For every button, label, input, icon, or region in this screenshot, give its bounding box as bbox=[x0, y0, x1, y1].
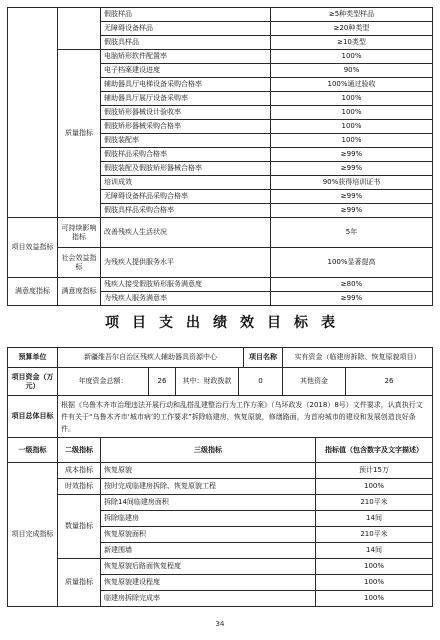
indicator-name: 为残疾人服务满意率 bbox=[101, 292, 271, 306]
indicator-name: 无障碍设备样品采购合格率 bbox=[101, 190, 271, 204]
level2-cell-time: 时效指标 bbox=[58, 479, 101, 495]
level2-cell-cost: 成本指标 bbox=[58, 463, 101, 479]
indicator-value: 100% bbox=[316, 575, 433, 591]
indicator-table bbox=[7, 437, 433, 607]
indicator-value: 14间 bbox=[316, 543, 433, 559]
page-number: 34 bbox=[215, 620, 225, 628]
indicator-value: 210平米 bbox=[316, 527, 433, 543]
indicator-name: 改善残疾人生活状况 bbox=[101, 218, 271, 248]
indicator-name: 新建围墙 bbox=[101, 543, 316, 559]
indicator-name: 假肢样品采购合格率 bbox=[101, 148, 271, 162]
indicator-value: ≥99% bbox=[271, 292, 433, 306]
level2-cell-quality: 质量指标 bbox=[58, 559, 101, 607]
fiscal-funds-label: 其中：财政拨款 bbox=[176, 368, 239, 396]
indicator-value: 90%获得培训证书 bbox=[271, 176, 433, 190]
budget-row-table bbox=[7, 347, 433, 368]
indicator-value: 14间 bbox=[316, 511, 433, 527]
indicator-name: 辅助器具厅展厅设备采购率 bbox=[101, 92, 271, 106]
indicator-name: 培训成效 bbox=[101, 176, 271, 190]
indicator-name: 按时完成临建房拆除、恢复原貌工程 bbox=[101, 479, 316, 495]
indicator-name: 残疾人接受假肢矫形服务满意度 bbox=[101, 278, 271, 292]
indicator-value: 100% bbox=[316, 591, 433, 607]
indicator-value: 100% bbox=[271, 134, 433, 148]
level1-cell-benefit: 项目效益指标 bbox=[8, 218, 58, 278]
level2-cell-sustainable: 可持续影响指标 bbox=[58, 218, 101, 248]
level1-cell-output bbox=[8, 8, 58, 218]
indicator-value: 100% bbox=[271, 50, 433, 64]
indicator-value: 100% bbox=[271, 92, 433, 106]
indicator-name: 假肢具样品 bbox=[101, 36, 271, 50]
other-funds-value: 26 bbox=[346, 368, 433, 396]
header-level1: 一级指标 bbox=[8, 438, 58, 463]
indicator-value: 100% bbox=[316, 559, 433, 575]
indicator-value: 预计15万 bbox=[316, 463, 433, 479]
level2-cell-quantity bbox=[58, 8, 101, 50]
funds-row-table bbox=[7, 367, 433, 396]
project-funds-label: 项目资金（万元） bbox=[8, 368, 58, 396]
indicator-value: ≥10类型 bbox=[271, 36, 433, 50]
indicator-value: ≥20种类型 bbox=[271, 22, 433, 36]
budget-unit-value: 新疆维吾尔自治区残疾人辅助器具资源中心 bbox=[58, 348, 244, 368]
indicator-value: 5年 bbox=[271, 218, 433, 248]
project-name-value: 实有资金（临建房拆除、恢复原貌项目） bbox=[283, 348, 433, 368]
indicator-table-continued bbox=[7, 7, 433, 306]
indicator-value: 100%通过验收 bbox=[271, 78, 433, 92]
indicator-name: 电脑矫形软件配置率 bbox=[101, 50, 271, 64]
header-value: 指标值（包含数字及文字描述） bbox=[316, 438, 433, 463]
indicator-value: ≥99% bbox=[271, 162, 433, 176]
indicator-value: 100%显著提高 bbox=[271, 248, 433, 278]
indicator-name: 假肢样品 bbox=[101, 8, 271, 22]
header-level2: 二级指标 bbox=[58, 438, 101, 463]
indicator-value: ≥99% bbox=[271, 190, 433, 204]
indicator-name: 假肢矫形器械采购合格率 bbox=[101, 120, 271, 134]
indicator-value: ≥5种类型样品 bbox=[271, 8, 433, 22]
level1-cell-completion: 项目完成指标 bbox=[8, 463, 58, 607]
indicator-value: 100% bbox=[271, 120, 433, 134]
indicator-name: 恢复原貌建设程度 bbox=[101, 575, 316, 591]
header-level3: 三级指标 bbox=[101, 438, 316, 463]
indicator-name: 临建房拆除完成率 bbox=[101, 591, 316, 607]
indicator-name: 辅助器具厅电梯设备采购合格率 bbox=[101, 78, 271, 92]
level1-cell-satisfaction: 满意度指标 bbox=[8, 278, 58, 306]
goal-row-table bbox=[7, 395, 433, 438]
overall-goal-label: 项目总体目标 bbox=[8, 396, 58, 438]
indicator-name: 假肢矫形器械设计验收率 bbox=[101, 106, 271, 120]
indicator-name: 恢复原貌面积 bbox=[101, 527, 316, 543]
level2-cell-satisfaction: 满意度指标 bbox=[58, 278, 101, 306]
indicator-name: 电子档案建设进度 bbox=[101, 64, 271, 78]
indicator-value: 100% bbox=[271, 106, 433, 120]
level2-cell-quality: 质量指标 bbox=[58, 50, 101, 218]
annual-total-label: 年度资金总额： bbox=[58, 368, 149, 396]
level2-cell-quantity: 数量指标 bbox=[58, 495, 101, 559]
indicator-value: 90% bbox=[271, 64, 433, 78]
indicator-name: 拆除14间临建房面积 bbox=[101, 495, 316, 511]
indicator-name: 假肢装配率 bbox=[101, 134, 271, 148]
indicator-value: ≥99% bbox=[271, 148, 433, 162]
overall-goal-text: 根据《乌鲁木齐市治理违法开展行动和乱搭乱建整治行为工作方案》（乌环政发（2018）8号）文件要求，认真执行文件有关于“乌鲁木齐市‘城市病’的工作要求”拆除临建房，恢复原貌，修缮路面，为首府城市的建设和发展创造良好条件。 bbox=[58, 396, 433, 438]
indicator-name: 为残疾人提供服务水平 bbox=[101, 248, 271, 278]
table-header-row bbox=[8, 438, 433, 463]
indicator-value: 100% bbox=[316, 479, 433, 495]
project-name-label: 项目名称 bbox=[244, 348, 283, 368]
budget-unit-label: 预算单位 bbox=[8, 348, 58, 368]
annual-total-value: 26 bbox=[149, 368, 176, 396]
performance-target-table bbox=[7, 347, 432, 607]
fiscal-funds-value: 0 bbox=[239, 368, 283, 396]
indicator-name: 假肢装配及假肢矫形器械合格率 bbox=[101, 162, 271, 176]
other-funds-label: 其他资金 bbox=[283, 368, 346, 396]
indicator-name: 假肢具样品采购合格率 bbox=[101, 204, 271, 218]
indicator-value: 210平米 bbox=[316, 495, 433, 511]
level2-cell-social: 社会效益指标 bbox=[58, 248, 101, 278]
indicator-name: 恢复原貌 bbox=[101, 463, 316, 479]
indicator-value: ≥99% bbox=[271, 204, 433, 218]
indicator-value: ≥80% bbox=[271, 278, 433, 292]
page-title: 项目支出绩效目标表 bbox=[105, 315, 348, 331]
indicator-name: 无障碍设备样品 bbox=[101, 22, 271, 36]
indicator-name: 拆除临建房 bbox=[101, 511, 316, 527]
indicator-name: 恢复原貌后路面恢复程度 bbox=[101, 559, 316, 575]
